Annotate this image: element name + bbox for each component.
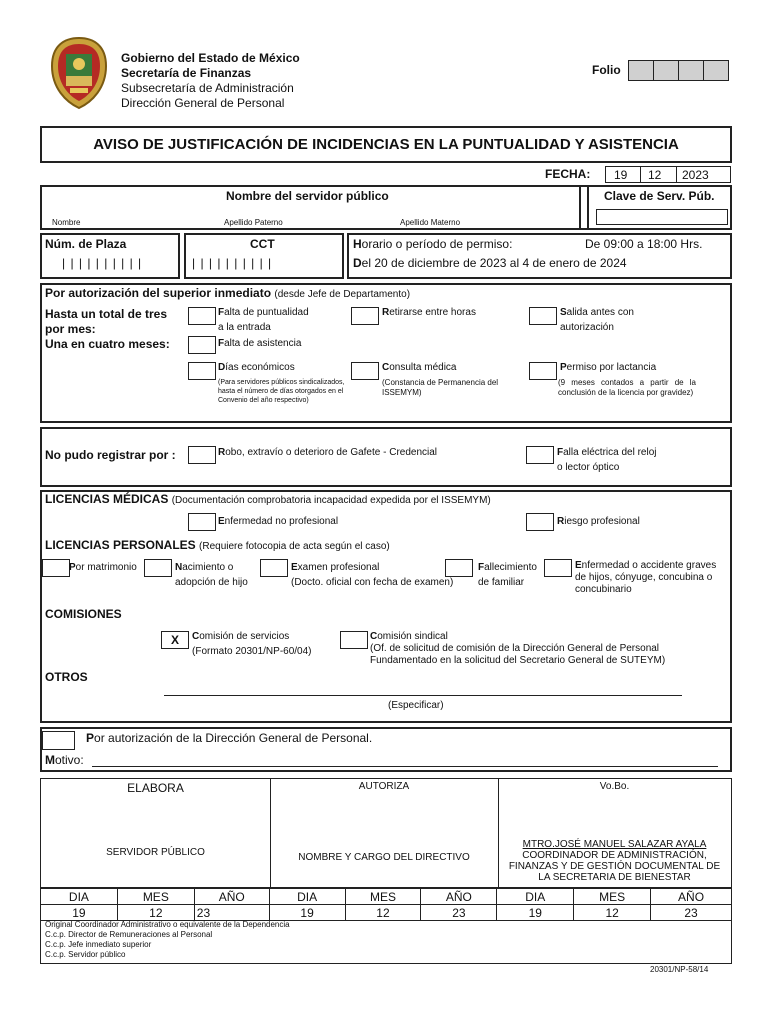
servidor-section [40,185,732,230]
autoriza-label: AUTORIZA [358,781,410,792]
otros-field[interactable] [164,695,682,696]
no-pudo-section: No pudo registrar por : Robo, extravío o deterioro de Gafete - Credencial Falla eléctrica del reloj o lector óptico [40,427,732,487]
salida-label: alida antes con [566,307,634,318]
comision-sindical-label-3: Fundamentado en la solicitud del Secretario General de SUTEYM) [370,655,666,666]
otros-heading: OTROS [45,670,88,684]
clave-field[interactable] [596,209,728,225]
date-value[interactable]: 19 [269,905,345,921]
date-header: DIA [41,889,118,905]
horario-box [347,233,732,279]
date-header: AÑO [194,889,269,905]
horario-label: orario o período de permiso: [361,237,513,251]
comision-servicios-checkbox[interactable]: X [161,631,189,649]
direccion-name: Dirección General de Personal [121,96,285,110]
servidor-heading: Nombre del servidor público [226,189,389,203]
date-value[interactable]: 23 [194,905,269,921]
salida-label-2: autorización [560,322,614,333]
retirarse-checkbox[interactable] [351,307,379,325]
una-line: Una en cuatro meses: [45,337,170,351]
subsecretaria-name: Subsecretaría de Administración [121,81,294,95]
no-pudo-label: No pudo registrar por : [45,448,176,462]
dates-table [40,888,732,921]
plaza-field[interactable]: | | | | | | | | | | [62,256,143,270]
matrimonio-label: or matrimonio [75,562,137,573]
horario-value: De 09:00 a 18:00 Hrs. [585,237,703,251]
vobo-label: Vo.Bo. [599,781,630,792]
vobo-name: MTRO.JOSÉ MANUEL SALAZAR AYALA [522,839,707,850]
falla-electrica-label: alla eléctrica del reloj [563,447,657,458]
falla-electrica-checkbox[interactable] [526,446,554,464]
date-header: MES [117,889,194,905]
fecha-field[interactable] [605,166,731,183]
cc-line-4: C.c.p. Servidor público [45,950,126,959]
enfermedad-grave-label-2: de hijos, cónyuge, concubina o [575,572,713,583]
servidor-publico-signature[interactable]: SERVIDOR PÚBLICO [106,847,205,858]
consulta-medica-label: onsulta médica [389,362,457,373]
vobo-title-3: LA SECRETARIA DE BIENESTAR [538,872,691,883]
comision-servicios-label: omisión de servicios [199,631,290,642]
comisiones-heading: COMISIONES [45,607,122,621]
dias-economicos-checkbox[interactable] [188,362,216,380]
nacimiento-label-2: adopción de hijo [175,577,248,588]
dias-economicos-label: ías económicos [225,362,295,373]
date-value[interactable]: 23 [421,905,497,921]
cc-line-2: C.c.p. Director de Remuneraciones al Personal [45,930,213,939]
cc-line-1: Original Coordinador Administrativo o equivalente de la Dependencia [45,920,290,929]
motivo-field[interactable] [92,766,718,767]
riesgo-profesional-label: iesgo profesional [564,516,640,527]
date-value[interactable]: 23 [651,905,732,921]
enfermedad-grave-label: nfermedad o accidente graves [581,560,717,571]
licencias-personales-sub: (Requiere fotocopia de acta según el caso) [199,541,390,552]
nacimiento-checkbox[interactable] [144,559,172,577]
folio-label: Folio [592,63,621,77]
date-header: MES [574,889,651,905]
date-header: MES [345,889,421,905]
especificar-label: (Especificar) [388,700,444,711]
hasta-line2: por mes: [45,322,96,336]
apellido-materno-label: Apellido Materno [400,218,461,227]
clave-label: Clave de Serv. Púb. [604,189,715,203]
direccion-section: Por autorización de la Dirección General de Personal. Motivo: [40,727,732,772]
directivo-signature[interactable]: NOMBRE Y CARGO DEL DIRECTIVO [298,852,470,863]
apellido-paterno-label: Apellido Paterno [224,218,283,227]
comision-sindical-label-2: (Of. de solicitud de comisión de la Dirección General de Personal [370,643,660,654]
falta-asistencia-label: alta de asistencia [224,338,302,349]
comision-sindical-checkbox[interactable] [340,631,368,649]
horario-initial: H [353,237,362,251]
vobo-title-2: FINANZAS Y DE GESTIÓN DOCUMENTAL DE [508,861,721,872]
robo-gafete-label: obo, extravío o deterioro de Gafete - Credencial [225,447,438,458]
enfermedad-grave-checkbox[interactable] [544,559,572,577]
enfermedad-no-profesional-checkbox[interactable] [188,513,216,531]
falla-electrica-label-2: o lector óptico [557,462,620,473]
cct-field[interactable]: | | | | | | | | | | [192,256,273,270]
form-title: AVISO DE JUSTIFICACIÓN DE INCIDENCIAS EN LA PUNTUALIDAD Y ASISTENCIA [93,136,679,153]
plaza-label: Núm. de Plaza [45,237,127,251]
date-value[interactable]: 12 [574,905,651,921]
permiso-lactancia-note: (9 meses contados a partir de la conclusión de la licencia por gravidez) [558,378,696,397]
cct-box [184,233,344,279]
date-header: AÑO [421,889,497,905]
matrimonio-checkbox[interactable] [42,559,70,577]
permiso-lactancia-checkbox[interactable] [529,362,557,380]
falta-puntualidad-label-2: a la entrada [218,322,271,333]
examen-profesional-label-2: (Docto. oficial con fecha de examen) [291,577,454,588]
fallecimiento-checkbox[interactable] [445,559,473,577]
dias-economicos-note: (Para servidores públicos sindicalizados, hasta el número de días otorgados en el Convenio del año respectivo) [218,379,345,404]
direccion-label: or autorización de la Dirección General de Personal. [94,731,373,745]
fecha-label: FECHA: [545,167,591,181]
permiso-lactancia-label: ermiso por lactancia [566,362,657,373]
examen-profesional-checkbox[interactable] [260,559,288,577]
licencias-medicas-heading: LICENCIAS MÉDICAS [45,492,169,506]
date-value[interactable]: 12 [345,905,421,921]
date-value[interactable]: 19 [497,905,574,921]
periodo-value: el 20 de diciembre de 2023 al 4 de enero de 2024 [361,256,627,270]
enfermedad-no-profesional-label: nfermedad no profesional [224,516,339,527]
form-code: 20301/NP-58/14 [650,965,709,974]
cct-label: CCT [250,237,275,251]
comision-sindical-label: omisión sindical [377,631,448,642]
gov-name: Gobierno del Estado de México [121,51,300,65]
superior-heading: Por autorización del superior inmediato [45,286,272,300]
fallecimiento-label: allecimiento [484,562,537,573]
cc-line-3: C.c.p. Jefe inmediato superior [45,940,152,949]
retirarse-label: etirarse entre horas [389,307,476,318]
salida-checkbox[interactable] [529,307,557,325]
consulta-medica-note: (Constancia de Permanencia del ISSEMYM) [382,378,499,397]
consulta-medica-checkbox[interactable] [351,362,379,380]
falta-asistencia-checkbox[interactable] [188,336,216,354]
fecha-day: 19 [614,168,628,182]
direccion-checkbox[interactable] [42,731,75,750]
superior-subheading: (desde Jefe de Departamento) [274,289,411,300]
state-seal-logo [48,36,110,110]
robo-gafete-checkbox[interactable] [188,446,216,464]
del-initial: D [353,256,362,270]
elabora-label: ELABORA [127,781,184,795]
fallecimiento-label-2: de familiar [478,577,525,588]
licencias-medicas-sub: (Documentación comprobatoria incapacidad expedida por el ISSEMYM) [171,495,491,506]
firmas-section [40,778,732,888]
motivo-label: otivo: [55,753,84,767]
enfermedad-grave-label-3: concubinario [575,584,632,595]
falta-puntualidad-label: alta de puntualidad [224,307,309,318]
comision-servicios-label-2: (Formato 20301/NP-60/04) [192,646,312,657]
vobo-title-1: COORDINADOR DE ADMINISTRACIÓN, [522,850,707,861]
vobo-signature[interactable] [498,839,731,883]
cc-section [40,920,732,964]
riesgo-profesional-checkbox[interactable] [526,513,554,531]
date-header: DIA [269,889,345,905]
folio-field[interactable] [628,60,729,81]
fecha-month: 12 [648,168,662,182]
date-value[interactable]: 12 [117,905,194,921]
secretaria-name: Secretaría de Finanzas [121,66,252,80]
superior-section: Por autorización del superior inmediato (desde Jefe de Departamento) Hasta un total de tres por mes: Una en cuatro meses: Falta de puntualidad a la entrada Falta de asistencia Retirarse entre horas Salida antes con autorización Días económicos (Para servidores públicos sindicalizados, hasta el número de días otorgados en el Convenio del año respectivo) Consulta médica (Constancia de Permanencia del ISSEMYM) Permiso por lactancia (9 meses contados a partir de la conclusión de la licencia por gravidez) [40,283,732,423]
date-header: AÑO [651,889,732,905]
hasta-line1: Hasta un total de tres [45,307,168,321]
licencias-section: LICENCIAS MÉDICAS (Documentación comprobatoria incapacidad expedida por el ISSEMYM) Enfermedad no profesional Riesgo profesional LICENCIAS PERSONALES (Requiere fotocopia de acta según el caso) Por matrimonio Nacimiento o adopción de hijo Examen profesional (Docto. oficial con fecha de examen) Fallecimiento de familiar Enfermedad o accidente graves de hijos, cónyuge, concubina o concubinario COMISIONES X Comisión de servicios (Formato 20301/NP-60/04) Comisión sindical (Of. de solicitud de comisión de la Dirección General de Personal Fundamentado en la solicitud del Secretario General de SUTEYM) OTROS (Especificar) [40,490,732,723]
date-header: DIA [497,889,574,905]
nacimiento-label: acimiento o [182,562,234,573]
examen-profesional-label: xamen profesional [297,562,380,573]
plaza-box [40,233,180,279]
licencias-personales-heading: LICENCIAS PERSONALES [45,538,196,552]
nombre-label: Nombre [52,218,81,227]
title-box [40,126,732,163]
fecha-year: 2023 [682,168,709,182]
falta-puntualidad-checkbox[interactable] [188,307,216,325]
date-value[interactable]: 19 [41,905,118,921]
